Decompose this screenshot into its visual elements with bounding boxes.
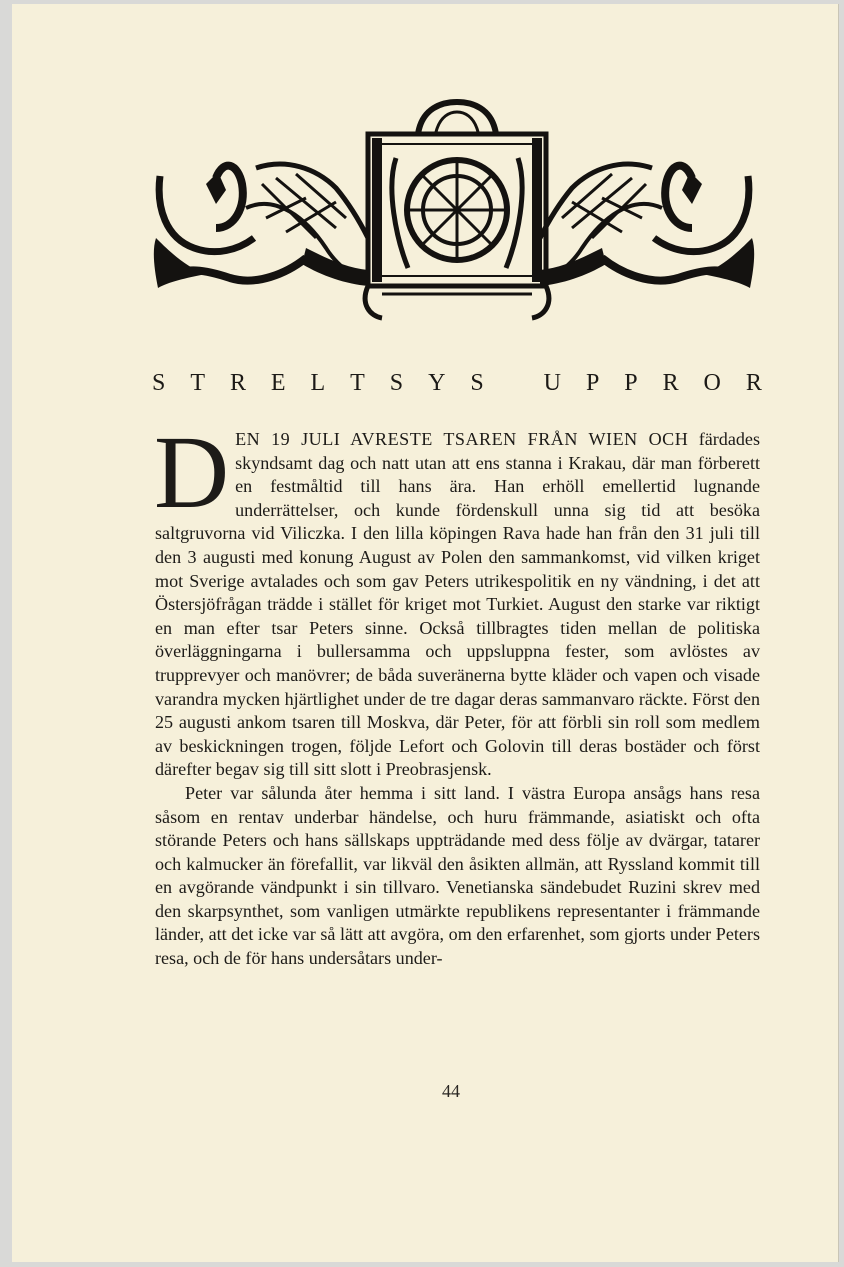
paragraph-2: Peter var sålunda åter hemma i sitt land. I västra Europa ansågs hans resa såsom en rentav underbar händelse, och huru främmande, asiatiskt och ofta störande Peters och hans sällskaps uppträdande med dess följe av dvärgar, tatarer och kalmucker än förefallit, var likväl den åsikten allmän, att Ryssland kommit till en avgörande vändpunkt i sin tillvaro. Venetianska sändebudet Ruzini skrev med den skarpsynthet, som vanligen utmärkte republikens representanter i främmande länder, att det icke var så lätt att avgöra, om den erfarenhet, som gjorts under Peters resa, och de för hans undersåtars under- — [155, 782, 760, 969]
body-text — [154, 415, 760, 971]
paragraph-1 — [154, 415, 760, 782]
celtic-knotwork-ornament-icon — [146, 98, 762, 324]
drop-cap: D — [154, 415, 230, 530]
page-number: 44 — [442, 1081, 460, 1101]
chapter-title — [152, 370, 762, 397]
opening-line: EN 19 JULI AVRESTE TSAREN FRÅN WIEN OCH — [235, 429, 689, 449]
book-page — [12, 4, 838, 1262]
paragraph-1-text: färdades skyndsamt dag och natt utan att ens stanna i Krakau, där man förberett en festmåltid till hans ära. Han erhöll emellertid lugnande underrättelser, och kunde fördenskull unna sig tid att besöka saltgruvorna vid Viliczka. I den lilla köpingen Rava hade han från den 31 juli till den 3 augusti med konung August av Polen den sammankomst, vid vilken kriget mot Sverige avtalades och som gav Peters utrikespolitik en ny vändning, i det att Östersjöfrågan trädde i stället för kriget mot Turkiet. August den starke var riktigt en man efter tsar Peters sinne. Också tillbragtes tiden mellan de politiska överläggningarna i bullersamma och uppsluppna fester, som avlöstes av trupprevyer och manövrer; de båda suveränerna bytte kläder och vapen och visade varandra mycken hjärtlighet under de tre dagar deras sammanvaro räckte. Först den 25 augusti ankom tsaren till Moskva, där Peter, för att förbli sin roll som medlem av beskickningen trogen, följde Lefort och Golovin till deras bostäder och först därefter begav sig till sitt slott i Preobrasjensk. — [155, 429, 760, 780]
chapter-title-letters: S T R E L T S Y S U P P R O R — [152, 370, 762, 396]
